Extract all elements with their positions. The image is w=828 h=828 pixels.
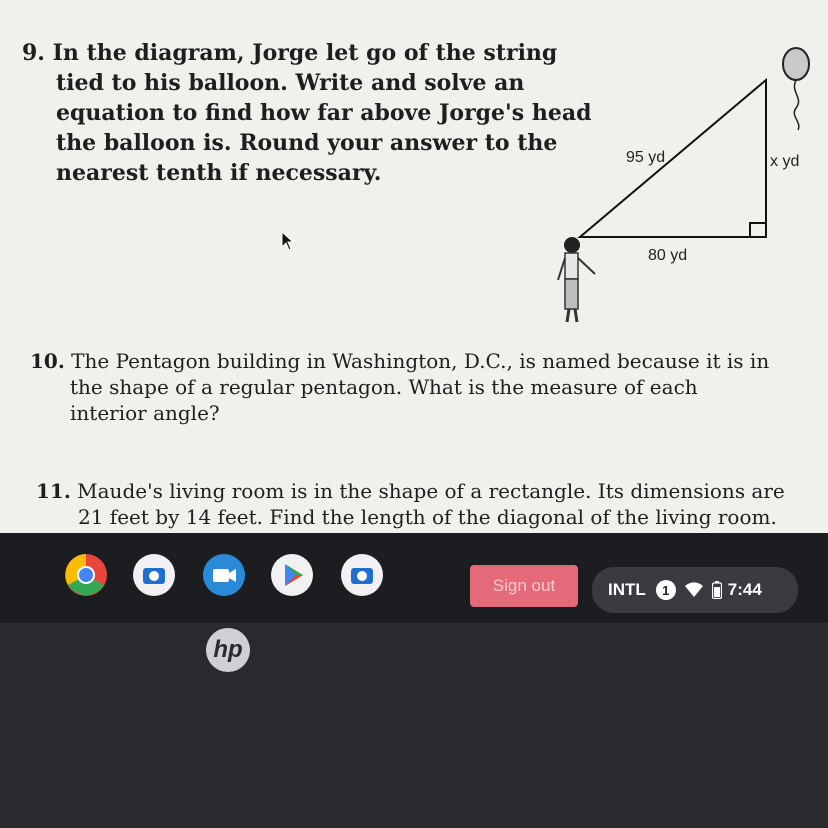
status-tray[interactable] [592,567,798,613]
problem-9-line-3: equation to find how far above Jorge's head [56,100,592,126]
problem-10 [30,348,769,426]
camera-icon[interactable] [132,553,176,597]
balloon-string [794,80,799,130]
video-icon[interactable] [202,553,246,597]
problem-9-line-2: tied to his balloon. Write and solve an [56,70,525,96]
problem-11-line-1: 11. Maude's living room is in the shape of a rectangle. Its dimensions are [36,479,785,503]
problem-10-line-3: interior angle? [70,401,220,425]
shelf [0,533,828,623]
problem-9-number: 9. [22,40,45,66]
sign-out-button[interactable]: Sign out [470,565,578,607]
problem-11-number: 11. [36,479,71,503]
mouse-cursor-icon [281,231,295,251]
right-angle-mark [750,223,766,237]
problem-10-number: 10. [30,349,65,373]
battery-icon [712,581,722,599]
height-label: x yd [770,153,800,170]
wifi-icon [684,582,704,598]
clock: 7:44 [727,580,762,599]
problem-9-line-4: the balloon is. Round your answer to the [56,130,558,156]
person-icon [558,237,595,322]
problem-10-line-1: 10. The Pentagon building in Washington, D.C., is named because it is in [30,349,770,373]
balloon-icon [783,48,809,80]
problem-9 [22,38,591,188]
problem-9-line-1: 9. In the diagram, Jorge let go of the string [22,40,558,66]
problem-9-line-5: nearest tenth if necessary. [56,160,382,186]
right-triangle [580,80,766,237]
play-store-icon[interactable] [270,553,314,597]
notification-badge: 1 [656,580,676,600]
camera-icon[interactable] [340,553,384,597]
problem-11-line-2: 21 feet by 14 feet. Find the length of the diagonal of the living room. [78,505,777,529]
triangle-diagram [540,40,828,330]
input-method-indicator: INTL [608,580,646,599]
hypotenuse-label: 95 yd [626,149,666,166]
chrome-icon[interactable] [64,553,108,597]
problem-10-line-2: the shape of a regular pentagon. What is the measure of each [70,375,698,399]
base-label: 80 yd [648,247,688,264]
hp-logo: hp [206,628,250,672]
